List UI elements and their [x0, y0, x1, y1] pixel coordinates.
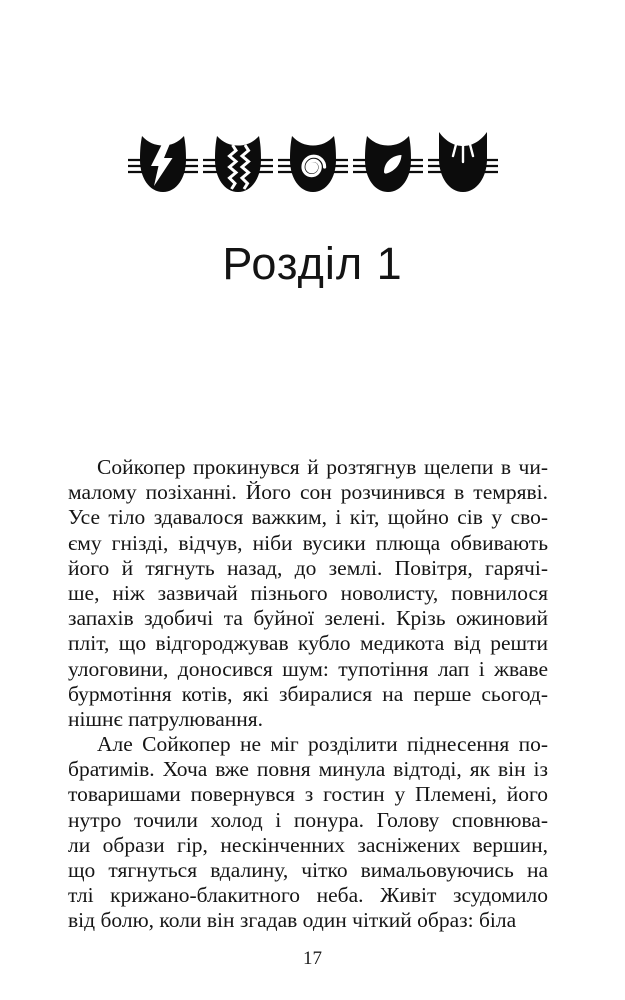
text-line: нутро точили холод і понура. Голову сповнюва- — [68, 807, 548, 832]
text-line: нішнє патрулювання. — [68, 706, 264, 731]
page-number: 17 — [303, 947, 322, 969]
chapter-ornament — [0, 131, 625, 195]
leaf-cat-icon — [353, 131, 423, 195]
text-line: ше, ніж зазвичай пізнього новолисту, повнилося — [68, 580, 548, 605]
text-line: товаришами повернувся з гостин у Племені, його — [68, 782, 548, 807]
text-line: улоговини, доносився шум: тупотіння лап і жваве — [68, 656, 548, 681]
text-line: його й тягнуть назад, до землі. Повітря, гарячі- — [68, 555, 548, 580]
claw-cat-icon — [428, 131, 498, 195]
text-line: тлі крижано-блакитного неба. Живіт зсудомило — [68, 883, 548, 908]
text-line: пліт, що відгороджував кубло медикота від решти — [68, 631, 548, 656]
body-text — [68, 455, 548, 934]
text-line: від болю, коли він згадав один чіткий образ: біла — [68, 908, 517, 933]
text-line: малому позіханні. Його сон розчинився в темряві. — [68, 480, 548, 505]
text-line: єму гнізді, відчув, ніби вусики плюща обвивають — [68, 530, 548, 555]
text-line: Сойкопер прокинувся й розтягнув щелепи в чи- — [97, 455, 548, 479]
spiral-cat-icon — [278, 131, 348, 195]
text-line: що тягнуться вдалину, чітко вимальовуючись на — [68, 858, 548, 882]
text-line: Усе тіло здавалося важким, і кіт, щойно сів у сво- — [68, 505, 548, 530]
text-line: братимів. Хоча вже повня минула відтоді, як він із — [68, 757, 548, 782]
text-line: ли образи гір, нескінченних засніжених вершин, — [68, 832, 548, 857]
chapter-title: Розділ 1 — [222, 238, 403, 289]
text-line: запахів здобичі та буйної зелені. Крізь ожиновий — [68, 606, 548, 631]
lightning-cat-icon — [128, 131, 198, 195]
zigzag-cat-icon — [203, 131, 273, 195]
text-line: Але Сойкопер не міг розділити піднесення по- — [97, 732, 548, 757]
text-line: бурмотіння котів, які збиралися на перше сьогод- — [68, 681, 548, 706]
